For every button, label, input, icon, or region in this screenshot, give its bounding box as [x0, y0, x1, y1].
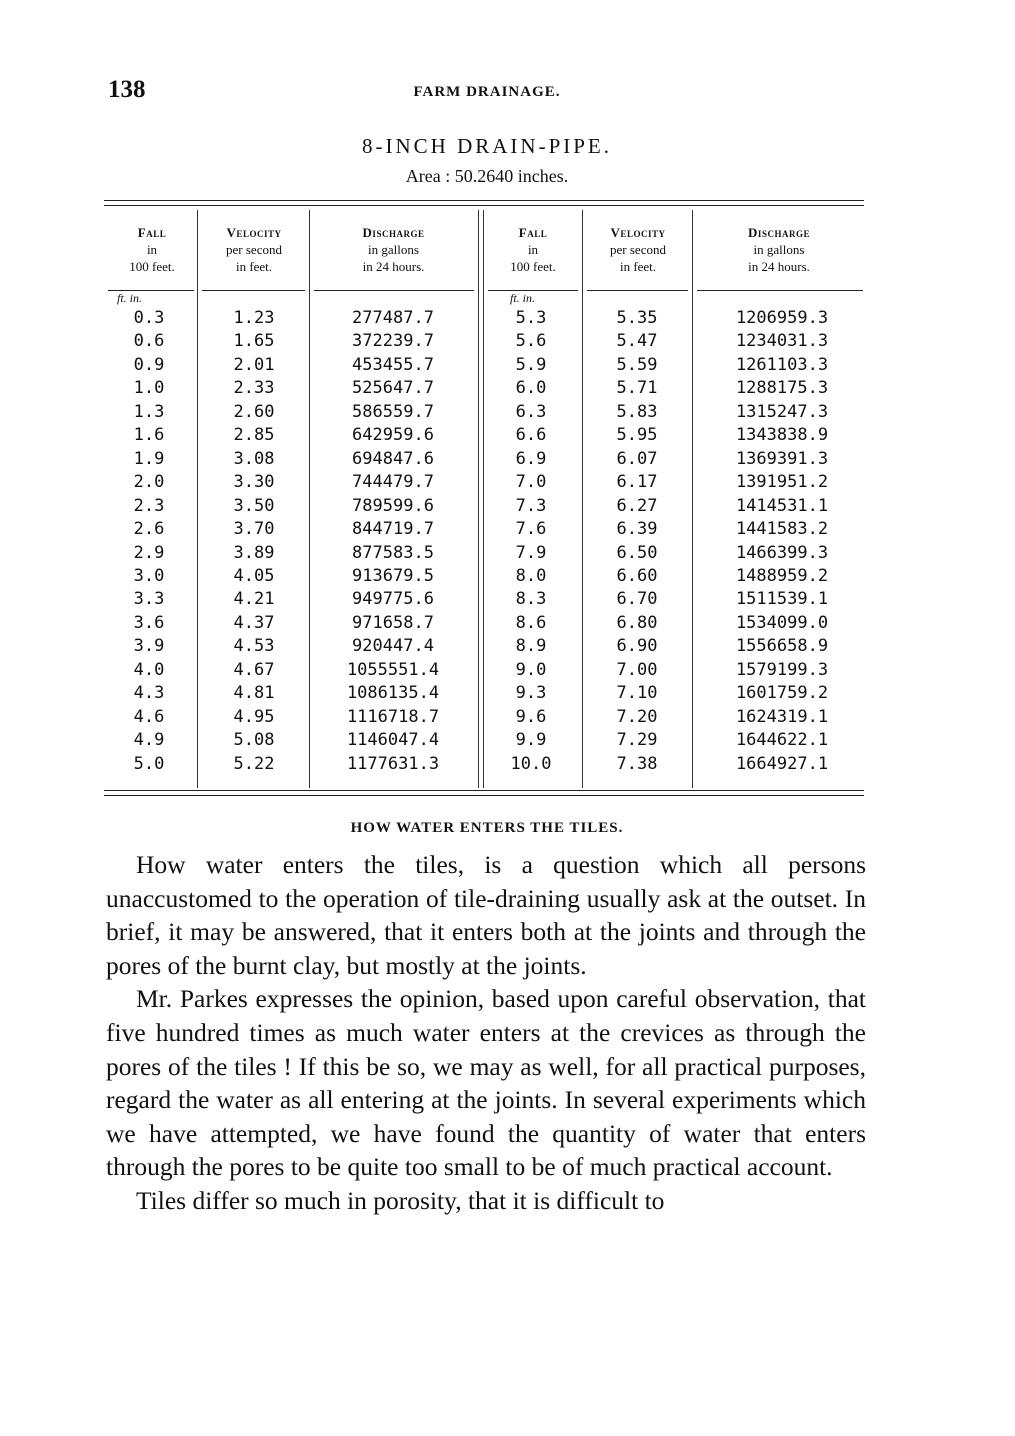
cell-discharge: 844719.7: [352, 519, 434, 540]
cell-fall: 9.6: [515, 706, 547, 727]
cell-fall: 3.0: [133, 565, 165, 586]
cell-fall: 1.3: [133, 401, 165, 422]
cell-velocity: 3.89: [233, 542, 275, 563]
cell-velocity: 6.07: [616, 448, 658, 469]
table-bottom-rule: [104, 790, 864, 791]
cell-fall: 2.3: [133, 495, 165, 516]
cell-velocity: 6.27: [616, 495, 658, 516]
header-underline: [202, 290, 305, 291]
cell-discharge: 453455.7: [352, 354, 434, 375]
cell-discharge: 1488959.2: [735, 565, 829, 586]
cell-velocity: 5.71: [616, 378, 658, 399]
cell-discharge: 1288175.3: [735, 378, 829, 399]
cell-discharge: 1116718.7: [346, 706, 440, 727]
cell-discharge: 1146047.4: [346, 730, 440, 751]
cell-discharge: 1511539.1: [735, 589, 829, 610]
cell-discharge: 1441583.2: [735, 519, 829, 540]
cell-discharge: 642959.6: [352, 425, 434, 446]
cell-velocity: 1.65: [233, 331, 275, 352]
cell-velocity: 6.17: [616, 472, 658, 493]
cell-fall: 8.9: [515, 636, 547, 657]
cell-discharge: 1369391.3: [735, 448, 829, 469]
cell-discharge: 971658.7: [352, 612, 434, 633]
cell-fall: 7.6: [515, 519, 547, 540]
unit-label: ft. in.: [510, 291, 536, 305]
cell-velocity: 7.29: [616, 730, 658, 751]
cell-discharge: 1086135.4: [346, 683, 440, 704]
cell-discharge: 1601759.2: [735, 683, 829, 704]
table-top-rule: [104, 200, 864, 201]
header-underline: [314, 290, 474, 291]
cell-fall: 6.9: [515, 448, 547, 469]
cell-velocity: 4.05: [233, 565, 275, 586]
cell-velocity: 3.08: [233, 448, 275, 469]
cell-fall: 4.6: [133, 706, 165, 727]
cell-fall: 6.0: [515, 378, 547, 399]
cell-fall: 8.6: [515, 612, 547, 633]
section-heading: HOW WATER ENTERS THE TILES.: [350, 820, 624, 836]
cell-fall: 1.0: [133, 378, 165, 399]
cell-fall: 2.6: [133, 519, 165, 540]
cell-fall: 2.9: [133, 542, 165, 563]
cell-discharge: 1177631.3: [346, 753, 440, 774]
cell-velocity: 6.50: [616, 542, 658, 563]
column-fall-left: [108, 307, 190, 776]
cell-fall: 0.6: [133, 331, 165, 352]
table-bottom-rule-inner: [104, 795, 864, 796]
cell-discharge: 1534099.0: [735, 612, 829, 633]
column-divider: [692, 210, 693, 788]
cell-velocity: 2.85: [233, 425, 275, 446]
cell-discharge: 1261103.3: [735, 354, 829, 375]
center-double-divider: [478, 210, 479, 788]
cell-fall: 4.3: [133, 683, 165, 704]
cell-discharge: 1414531.1: [735, 495, 829, 516]
cell-velocity: 7.20: [616, 706, 658, 727]
paragraph: Mr. Parkes expresses the opinion, based upon careful observation, that five hundred times as much water enters at the crevices as through the pores of the tiles ! If this be so, we may as well, for all practical purposes, regard the water as all entering at the joints. In several experiments which we have attempted, we have found the quantity of water that enters through the pores to be quite too small to be of much practical account.: [106, 984, 866, 1182]
cell-discharge: 1315247.3: [735, 401, 829, 422]
cell-fall: 0.9: [133, 354, 165, 375]
cell-velocity: 2.01: [233, 354, 275, 375]
cell-fall: 5.9: [515, 354, 547, 375]
unit-label: ft. in.: [117, 291, 143, 305]
cell-fall: 7.0: [515, 472, 547, 493]
cell-discharge: 1206959.3: [735, 308, 829, 328]
cell-fall: 9.0: [515, 659, 547, 680]
cell-fall: 1.6: [133, 425, 165, 446]
page-number: 138: [108, 76, 146, 103]
cell-fall: 10.0: [510, 753, 552, 774]
cell-velocity: 2.60: [233, 401, 275, 422]
header-underline: [697, 290, 863, 291]
body-text: [106, 848, 866, 1218]
paragraph: Tiles differ so much in porosity, that it is difficult to: [136, 1185, 665, 1215]
cell-discharge: 372239.7: [352, 331, 434, 352]
cell-velocity: 4.95: [233, 706, 275, 727]
cell-fall: 5.0: [133, 753, 165, 774]
cell-fall: 9.9: [515, 730, 547, 751]
cell-fall: 6.3: [515, 401, 547, 422]
cell-discharge: 877583.5: [352, 542, 434, 563]
cell-discharge: 1664927.1: [735, 753, 829, 774]
cell-discharge: 920447.4: [352, 636, 434, 657]
cell-velocity: 5.47: [616, 331, 658, 352]
cell-velocity: 3.50: [233, 495, 275, 516]
cell-velocity: 1.23: [233, 308, 275, 328]
header-discharge: Discharge in gallons in 24 hours.: [362, 225, 425, 274]
cell-velocity: 4.67: [233, 659, 275, 680]
cell-velocity: 6.80: [616, 612, 658, 633]
cell-velocity: 5.83: [616, 401, 658, 422]
cell-discharge: 1579199.3: [735, 659, 829, 680]
header-velocity: Velocity per second in feet.: [226, 225, 282, 274]
cell-fall: 3.9: [133, 636, 165, 657]
cell-velocity: 5.35: [616, 308, 658, 328]
cell-velocity: 6.60: [616, 565, 658, 586]
table-title: 8-INCH DRAIN-PIPE.: [362, 134, 612, 158]
cell-fall: 8.3: [515, 589, 547, 610]
cell-fall: 4.9: [133, 730, 165, 751]
cell-discharge: 949775.6: [352, 589, 434, 610]
column-divider: [197, 210, 198, 788]
column-velocity-right: [595, 307, 679, 776]
cell-fall: 5.6: [515, 331, 547, 352]
cell-fall: 0.3: [133, 308, 165, 328]
cell-velocity: 2.33: [233, 378, 275, 399]
header-fall: Fall in 100 feet.: [129, 225, 175, 274]
cell-velocity: 5.95: [616, 425, 658, 446]
cell-fall: 2.0: [133, 472, 165, 493]
header-velocity-right: Velocity per second in feet.: [610, 225, 666, 274]
cell-velocity: 3.30: [233, 472, 275, 493]
cell-discharge: 913679.5: [352, 565, 434, 586]
cell-fall: 1.9: [133, 448, 165, 469]
cell-discharge: 1343838.9: [735, 425, 829, 446]
cell-velocity: 5.22: [233, 753, 275, 774]
cell-fall: 7.9: [515, 542, 547, 563]
paragraph: How water enters the tiles, is a question which all persons unaccustomed to the operation of tile-draining usually ask at the outset. In brief, it may be answered, that it enters both at the joints and through the pores of the burnt clay, but mostly at the joints.: [106, 850, 866, 980]
cell-discharge: 277487.7: [352, 308, 434, 328]
cell-discharge: 1055551.4: [346, 659, 440, 680]
cell-fall: 8.0: [515, 565, 547, 586]
cell-fall: 7.3: [515, 495, 547, 516]
cell-discharge: 525647.7: [352, 378, 434, 399]
cell-discharge: 1391951.2: [735, 472, 829, 493]
cell-discharge: 1234031.3: [735, 331, 829, 352]
cell-fall: 9.3: [515, 683, 547, 704]
cell-velocity: 7.10: [616, 683, 658, 704]
cell-velocity: 5.08: [233, 730, 275, 751]
header-fall-right: Fall in 100 feet.: [510, 225, 556, 274]
cell-velocity: 6.39: [616, 519, 658, 540]
cell-fall: 4.0: [133, 659, 165, 680]
column-discharge-right: [702, 307, 862, 776]
cell-discharge: 1466399.3: [735, 542, 829, 563]
cell-discharge: 1644622.1: [735, 730, 829, 751]
running-title: FARM DRAINAGE.: [413, 84, 561, 100]
cell-velocity: 6.90: [616, 636, 658, 657]
column-divider: [582, 210, 583, 788]
table-area-caption: Area : 50.2640 inches.: [405, 166, 569, 186]
column-discharge-left: [318, 307, 468, 776]
cell-discharge: 1556658.9: [735, 636, 829, 657]
cell-discharge: 694847.6: [352, 448, 434, 469]
header-underline: [587, 290, 688, 291]
center-double-divider: [483, 210, 484, 788]
page-header: [108, 76, 866, 110]
cell-velocity: 4.53: [233, 636, 275, 657]
column-velocity-left: [214, 307, 294, 776]
table-top-rule-inner: [104, 205, 864, 206]
cell-velocity: 4.21: [233, 589, 275, 610]
cell-velocity: 4.37: [233, 612, 275, 633]
cell-velocity: 5.59: [616, 354, 658, 375]
cell-discharge: 789599.6: [352, 495, 434, 516]
cell-velocity: 4.81: [233, 683, 275, 704]
cell-fall: 6.6: [515, 425, 547, 446]
cell-velocity: 3.70: [233, 519, 275, 540]
cell-discharge: 1624319.1: [735, 706, 829, 727]
cell-velocity: 6.70: [616, 589, 658, 610]
header-discharge-right: Discharge in gallons in 24 hours.: [748, 225, 810, 274]
cell-velocity: 7.00: [616, 659, 658, 680]
cell-fall: 5.3: [515, 308, 547, 328]
column-fall-right: [490, 307, 572, 776]
cell-fall: 3.6: [133, 612, 165, 633]
cell-discharge: 744479.7: [352, 472, 434, 493]
cell-fall: 3.3: [133, 589, 165, 610]
cell-velocity: 7.38: [616, 753, 658, 774]
column-divider: [309, 210, 310, 788]
cell-discharge: 586559.7: [352, 401, 434, 422]
